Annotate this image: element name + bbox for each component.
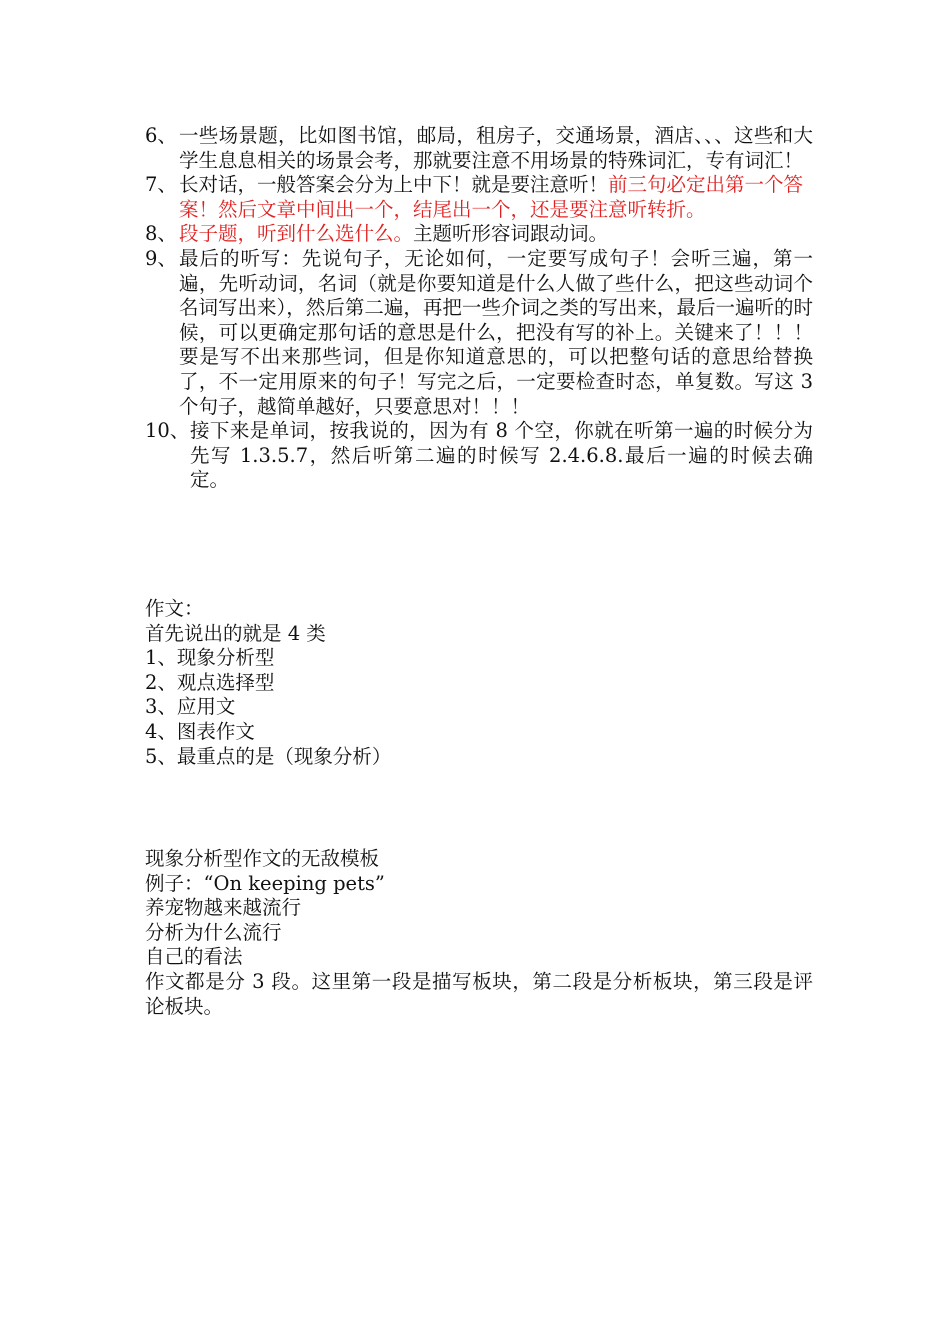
listening-tips-list [145, 124, 813, 493]
highlighted-text: 前三句必定出第一个答案！然后文章中间出一个，结尾出一个，还是要注意听转折。 [179, 173, 804, 221]
item-number: 8、 [145, 222, 177, 246]
template-title: 现象分析型作文的无敌模板 [145, 847, 380, 870]
item-text: 一些场景题，比如图书馆，邮局，租房子，交通场景，酒店、、、这些和大学生息息相关的场景会考，那就要注意不用场景的特殊词汇，专有词汇！ [179, 124, 813, 172]
essay-section [145, 597, 813, 769]
item-text: 主题听形容词跟动词。 [413, 222, 609, 246]
template-line: 自己的看法 [145, 945, 243, 969]
item-number: 9、 [145, 246, 177, 270]
item-text: 接下来是单词，按我说的，因为有 8 个空，你就在听第一遍的时候分为先写 1.3.5.7，然后听第二遍的时候写 2.4.6.8.最后一遍的时候去确定。 [190, 419, 813, 492]
item-text: 长对话，一般答案会分为上中下！就是要注意听！ [179, 173, 609, 197]
item-text: 最后的听写：先说句子，无论如何，一定要写成句子！会听三遍，第一遍，先听动词，名词（就是你要知道是什么人做了些什么，把这些动词个名词写出来），然后第二遍，再把一些介词之类的写出来，最后一遍听的时候，可以更确定那句话的意思是什么，把没有写的补上。关键来了！！！要是写不出来那些词，但是你知道意思的，可以把整句话的意思给替换了，不一定用原来的句子！写完之后，一定要检查时态，单复数。写这 3 个句子，越简单越好，只要意思对！！！ [179, 246, 813, 418]
list-item [145, 247, 813, 419]
essay-type-item: 5、最重点的是（现象分析） [145, 744, 392, 768]
item-text-wrap [179, 173, 813, 222]
template-summary: 作文都是分 3 段。这里第一段是描写板块，第二段是分析板块，第三段是评论板块。 [145, 969, 813, 1018]
section-intro: 首先说出的就是 4 类 [145, 621, 326, 645]
highlighted-text: 段子题，听到什么选什么。 [179, 222, 414, 246]
list-item [145, 419, 813, 493]
template-example: 例子：“On keeping pets” [145, 871, 385, 895]
essay-type-item: 2、观点选择型 [145, 670, 275, 694]
template-section [145, 847, 813, 1019]
item-number: 10、 [145, 419, 190, 443]
essay-type-item: 3、应用文 [145, 695, 236, 719]
template-line: 养宠物越来越流行 [145, 896, 302, 920]
item-number: 7、 [145, 173, 177, 197]
item-text-wrap [179, 222, 813, 247]
essay-type-item: 1、现象分析型 [145, 646, 275, 670]
list-item [145, 124, 813, 173]
essay-type-item: 4、图表作文 [145, 719, 255, 743]
section-heading: 作文： [145, 597, 204, 620]
list-item [145, 173, 813, 222]
list-item [145, 222, 813, 247]
template-line: 分析为什么流行 [145, 920, 282, 944]
item-number: 6、 [145, 124, 177, 147]
